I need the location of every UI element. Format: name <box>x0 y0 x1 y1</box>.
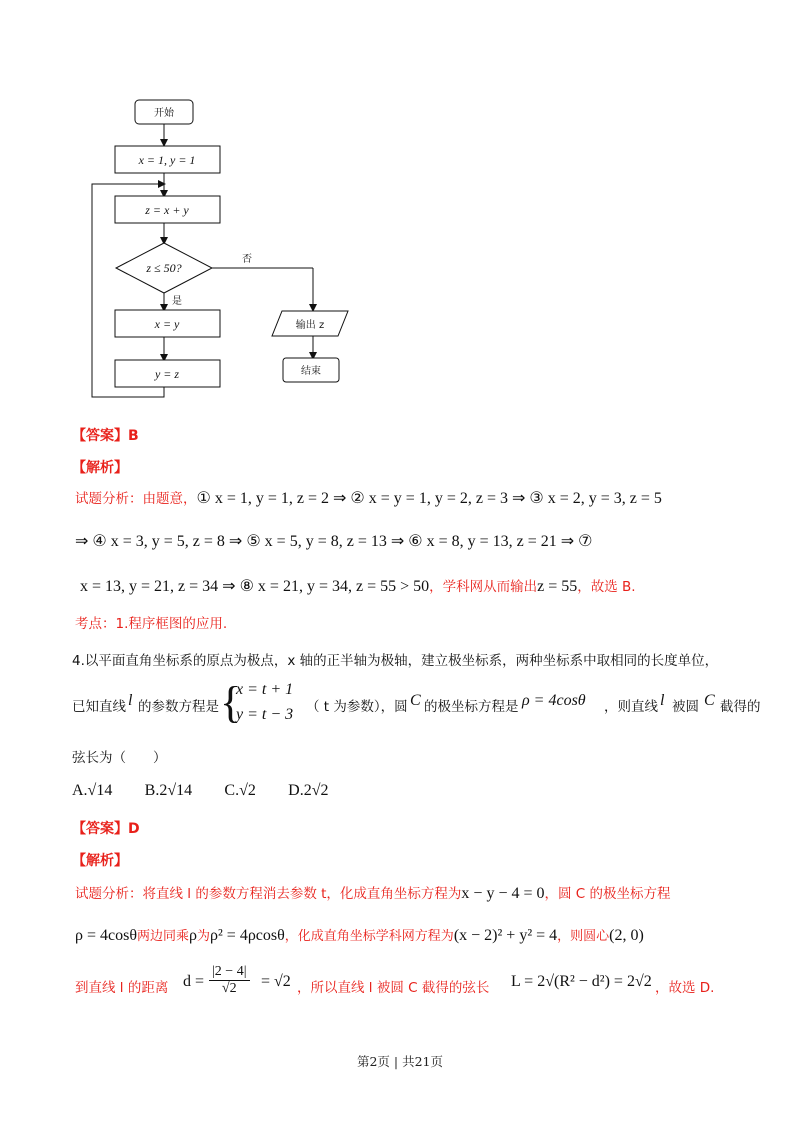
q4-line3: 弦长为（ ） <box>72 750 167 766</box>
flow-start-label: 开始 <box>154 108 174 119</box>
a2-math1: ρ = 4cosθ <box>75 927 137 944</box>
q4-text-g: 截得的 <box>720 699 761 715</box>
q4-analysis-line1 <box>75 882 671 903</box>
q4-text-b: 的参数方程是 <box>138 699 219 715</box>
q4-analysis-line2 <box>75 925 644 945</box>
flow-end-label: 结束 <box>301 366 321 377</box>
q3-answer <box>72 425 139 445</box>
a2-math2: ρ <box>189 927 197 944</box>
flowchart-svg <box>80 90 360 410</box>
flow-assign-z-label: z = x + y <box>145 203 189 217</box>
a2-text3: ，化成直角坐标学科网方程为 <box>284 929 454 944</box>
analysis-end-3: ，故选 B. <box>577 579 636 595</box>
a1-text: 试题分析：将直线 l 的参数方程消去参数 t，化成直角坐标方程为 <box>75 886 462 902</box>
q4-polar-eq: ρ = 4cosθ <box>522 692 586 709</box>
option-a[interactable]: A.√14 <box>72 782 113 799</box>
q3-analysis-line2 <box>75 531 593 551</box>
a3-fraction <box>209 964 250 997</box>
flow-init-label: x = 1, y = 1 <box>138 153 196 167</box>
q4-var-C2: C <box>704 692 715 709</box>
analysis-prefix: 试题分析：由题意， <box>75 491 197 507</box>
option-b[interactable]: B.2√14 <box>144 782 193 799</box>
q4-line1: 4.以平面直角坐标系的原点为极点，x 轴的正半轴为极轴，建立极坐标系，两种坐标系中取相同的长度单位， <box>72 653 719 669</box>
analysis-math-3b: z = 55 <box>537 578 578 595</box>
analysis-math-2: ⇒ ④ x = 3, y = 5, z = 8 ⇒ ⑤ x = 5, y = 8, z = 13 ⇒ ⑥ x = 8, y = 13, z = 21 ⇒ ⑦ <box>75 533 593 550</box>
a3-math2: = √2 <box>261 973 291 990</box>
page-footer: 第2页 | 共21页 <box>356 1054 444 1069</box>
flow-no-label: 否 <box>242 254 252 265</box>
flow-yes-label: 是 <box>172 296 182 307</box>
q4-var-C: C <box>410 692 421 709</box>
q4-answer <box>72 818 140 838</box>
flow-decision-label: z ≤ 50? <box>146 261 182 275</box>
a1-math: x − y − 4 = 0 <box>461 885 545 902</box>
answer-value: B <box>128 428 139 444</box>
q4-brace: { <box>220 678 242 727</box>
flow-assign-y-label: y = z <box>154 367 180 381</box>
a3-text3: ，故选 D. <box>655 980 715 996</box>
a2-text4: ，则圆心 <box>557 929 610 944</box>
flow-assign-x-label: x = y <box>154 317 180 331</box>
q4-analysis-tag: 【解析】 <box>72 853 128 869</box>
a3-text1: 到直线 l 的距离 <box>75 980 169 996</box>
q4-var-l2: l <box>660 692 665 709</box>
q4-system-eq1: x = t + 1 <box>236 681 294 698</box>
q4-text-c: （ t 为参数），圆 <box>306 699 408 715</box>
option-c[interactable]: C.√2 <box>224 782 256 799</box>
a3-math3: L = 2√(R² − d²) = 2√2 <box>511 973 652 990</box>
answer-value: D <box>128 821 140 837</box>
a2-math4: (x − 2)² + y² = 4 <box>453 927 558 944</box>
q4-system-eq2: y = t − 3 <box>236 706 294 723</box>
q3-analysis-tag: 【解析】 <box>72 460 128 476</box>
analysis-math-1: ① x = 1, y = 1, z = 2 ⇒ ② x = y = 1, y = 2, z = 3 ⇒ ③ x = 2, y = 3, z = 5 <box>196 490 662 507</box>
q4-var-l: l <box>128 692 133 709</box>
q3-kaodian: 考点：1.程序框图的应用. <box>75 616 228 632</box>
answer-tag: 【答案】 <box>72 428 128 444</box>
a3-text2: ，所以直线 l 被圆 C 截得的弦长 <box>297 980 490 996</box>
q4-text-a: 已知直线 <box>72 699 126 715</box>
flowchart <box>80 90 360 410</box>
q4-options <box>72 782 328 800</box>
analysis-text-3: ，学科网从而输出 <box>429 579 538 595</box>
q4-text-d: 的极坐标方程是 <box>424 699 519 715</box>
q3-analysis-line3 <box>80 575 636 596</box>
fraction-denominator: √2 <box>221 981 237 996</box>
flow-output-label: 输出 z <box>295 320 325 331</box>
q4-text-f: 被圆 <box>672 699 699 715</box>
answer-tag: 【答案】 <box>72 821 128 837</box>
a2-math5: (2, 0) <box>609 927 644 944</box>
a1-text2: ，圆 C 的极坐标方程 <box>544 886 671 902</box>
a2-text1: 两边同乘 <box>137 929 190 944</box>
a3-math1: d = <box>183 973 205 990</box>
option-d[interactable]: D.2√2 <box>288 782 329 799</box>
a2-math3: ρ² = 4ρcosθ <box>210 927 285 944</box>
analysis-math-3: x = 13, y = 21, z = 34 ⇒ ⑧ x = 21, y = 34, z = 55 > 50 <box>80 578 430 595</box>
a2-text2: 为 <box>197 929 211 944</box>
fraction-numerator: |2 − 4| <box>209 964 250 981</box>
q4-text-e: ，则直线 <box>604 699 658 715</box>
q3-analysis-line1 <box>75 487 662 508</box>
